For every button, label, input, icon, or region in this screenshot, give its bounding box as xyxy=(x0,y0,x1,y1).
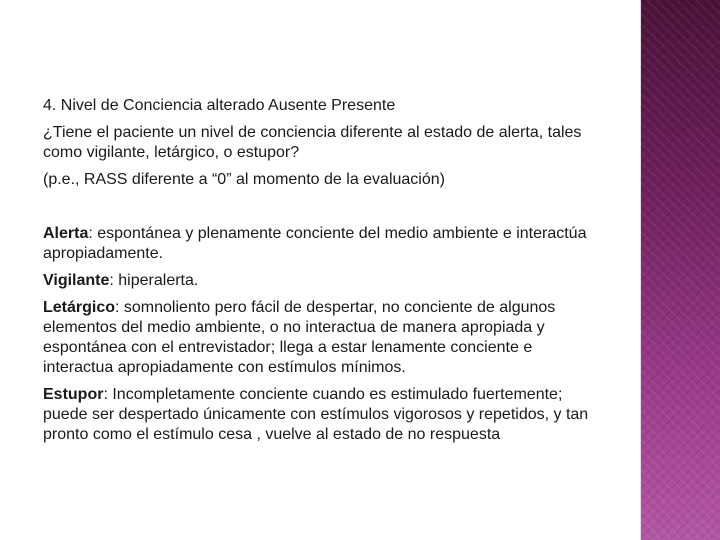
definition-text: : espontánea y plenamente conciente del medio ambiente e interactúa apropiadamente. xyxy=(43,225,587,262)
question-text: ¿Tiene el paciente un nivel de conciencia diferente al estado de alerta, tales como vigilante, letárgico, o estupor? xyxy=(43,124,582,161)
definition-text: : somnoliento pero fácil de despertar, no conciente de algunos elementos del medio ambiente, o no interactua de manera apropiada y espontánea con el entrevistador; llega a estar lenamente conciente e interactua apropiadamente con estímulos mínimos. xyxy=(43,299,556,376)
definition-term: Alerta xyxy=(43,225,89,242)
definition-alerta xyxy=(43,224,603,264)
definition-term: Vigilante xyxy=(43,272,110,289)
definition-text: : hiperalerta. xyxy=(109,272,199,289)
definition-text: : Incompletamente conciente cuando es estimulado fuertemente; puede ser despertado únicamente con estímulos vigorosos y repetidos, y tan pronto como el estímulo cesa , vuelve al estado de no respuesta xyxy=(43,386,589,443)
definition-term: Estupor xyxy=(43,386,104,403)
definition-letargico xyxy=(43,298,603,378)
section-heading: 4. Nivel de Conciencia alterado Ausente Presente xyxy=(43,97,396,114)
definition-term: Letárgico xyxy=(43,299,116,316)
definition-estupor xyxy=(43,385,603,445)
slide-body xyxy=(43,96,603,445)
definition-vigilante xyxy=(43,271,603,291)
example-text: (p.e., RASS diferente a “0” al momento de la evaluación) xyxy=(43,171,445,188)
decorative-side-band xyxy=(641,0,720,540)
